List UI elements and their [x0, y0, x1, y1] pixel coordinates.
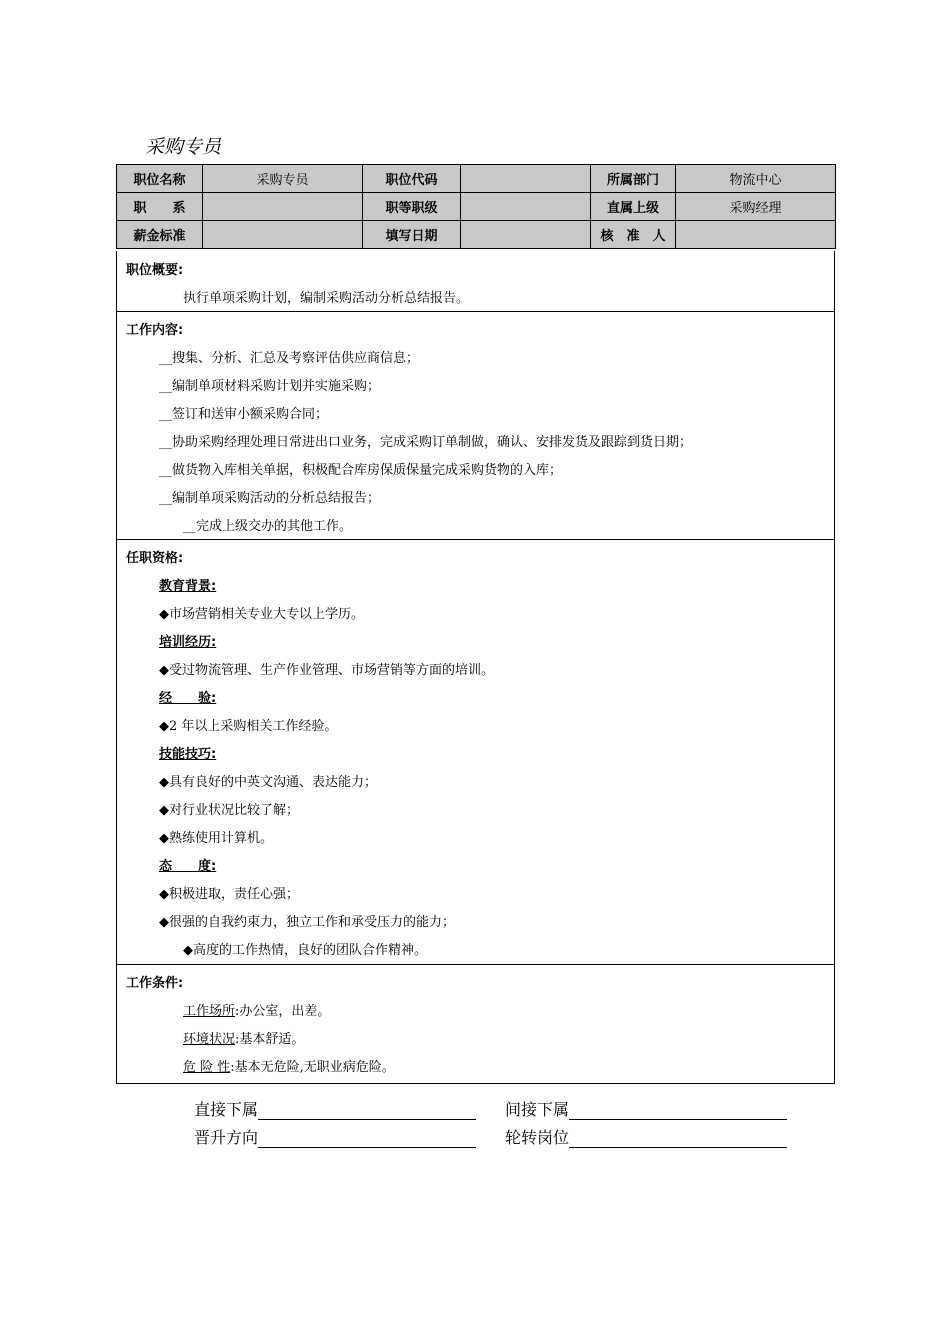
supervisor-value: 采购经理 [676, 193, 836, 221]
grade-value [461, 193, 591, 221]
conditions-section [116, 964, 835, 1084]
risk-line [183, 1056, 395, 1075]
department-label: 所属部门 [591, 165, 676, 193]
workplace-value: :办公室，出差。 [235, 1004, 331, 1019]
fill-date-label: 填写日期 [363, 221, 461, 249]
position-name-label: 职位名称 [117, 165, 203, 193]
skills-item: ◆熟练使用计算机。 [159, 831, 273, 846]
supervisor-label: 直属上级 [591, 193, 676, 221]
indirect-reports-label: 间接下属 [505, 1100, 570, 1119]
workplace-line [183, 1000, 330, 1019]
duty-item: __编制单项材料采购计划并实施采购； [159, 379, 381, 394]
salary-value [203, 221, 363, 249]
grade-label: 职等职级 [363, 193, 461, 221]
promotion-label: 晋升方向 [194, 1128, 259, 1147]
education-item: ◆市场营销相关专业大专以上学历。 [159, 607, 364, 622]
summary-title: 职位概要: [126, 263, 184, 278]
promotion-blank[interactable] [258, 1131, 476, 1148]
skills-item: ◆对行业状况比较了解； [159, 803, 299, 818]
environment-line [183, 1028, 304, 1047]
salary-label: 薪金标准 [117, 221, 203, 249]
duty-item: __完成上级交办的其他工作。 [183, 519, 353, 534]
position-code-value [461, 165, 591, 193]
attitude-item: ◆积极进取，责任心强； [159, 887, 299, 902]
duties-title: 工作内容: [126, 323, 184, 338]
header-row [117, 193, 836, 221]
skills-heading: 技能技巧: [159, 747, 217, 762]
fill-date-value [461, 221, 591, 249]
risk-label: 危 险 性 [183, 1060, 231, 1075]
approver-label: 核 准 人 [591, 221, 676, 249]
environment-value: :基本舒适。 [235, 1032, 305, 1047]
duty-item: __协助采购经理处理日常进出口业务，完成采购订单制做，确认、安排发货及跟踪到货日期； [159, 435, 693, 450]
experience-heading: 经 验: [159, 691, 217, 706]
qualifications-section [116, 539, 835, 965]
duty-item: __编制单项采购活动的分析总结报告； [159, 491, 381, 506]
training-heading: 培训经历: [159, 635, 217, 650]
header-row [117, 165, 836, 193]
rotation-blank[interactable] [569, 1131, 787, 1148]
workplace-label: 工作场所 [183, 1004, 236, 1019]
header-table [116, 164, 836, 249]
qualifications-title: 任职资格: [126, 551, 184, 566]
education-heading: 教育背景: [159, 579, 217, 594]
job-family-label: 职 系 [117, 193, 203, 221]
direct-reports-label: 直接下属 [194, 1100, 259, 1119]
experience-item: ◆2 年以上采购相关工作经验。 [159, 719, 338, 734]
attitude-item: ◆很强的自我约束力，独立工作和承受压力的能力； [159, 915, 455, 930]
duty-item: __搜集、分析、汇总及考察评估供应商信息； [159, 351, 420, 366]
direct-reports-blank[interactable] [258, 1103, 476, 1120]
direct-reports-line [194, 1097, 476, 1120]
duties-section [116, 311, 835, 540]
risk-value: :基本无危险,无职业病危险。 [230, 1060, 395, 1075]
skills-item: ◆具有良好的中英文沟通、表达能力； [159, 775, 377, 790]
environment-label: 环境状况 [183, 1032, 236, 1047]
rotation-line [505, 1125, 787, 1148]
rotation-label: 轮转岗位 [505, 1128, 570, 1147]
duty-item: __做货物入库相关单据，积极配合库房保质保量完成采购货物的入库； [159, 463, 563, 478]
conditions-title: 工作条件: [126, 976, 184, 991]
attitude-item: ◆高度的工作热情，良好的团队合作精神。 [183, 943, 427, 958]
document-title: 采购专员 [145, 136, 222, 158]
attitude-heading: 态 度: [159, 859, 217, 874]
approver-value [676, 221, 836, 249]
promotion-line [194, 1125, 476, 1148]
indirect-reports-line [505, 1097, 787, 1120]
duty-item: __签订和送审小额采购合同； [159, 407, 329, 422]
department-value: 物流中心 [676, 165, 836, 193]
header-row [117, 221, 836, 249]
training-item: ◆受过物流管理、生产作业管理、市场营销等方面的培训。 [159, 663, 494, 678]
position-name-value: 采购专员 [203, 165, 363, 193]
summary-text: 执行单项采购计划，编制采购活动分析总结报告。 [183, 291, 470, 306]
indirect-reports-blank[interactable] [569, 1103, 787, 1120]
summary-section [116, 251, 835, 312]
position-code-label: 职位代码 [363, 165, 461, 193]
job-family-value [203, 193, 363, 221]
